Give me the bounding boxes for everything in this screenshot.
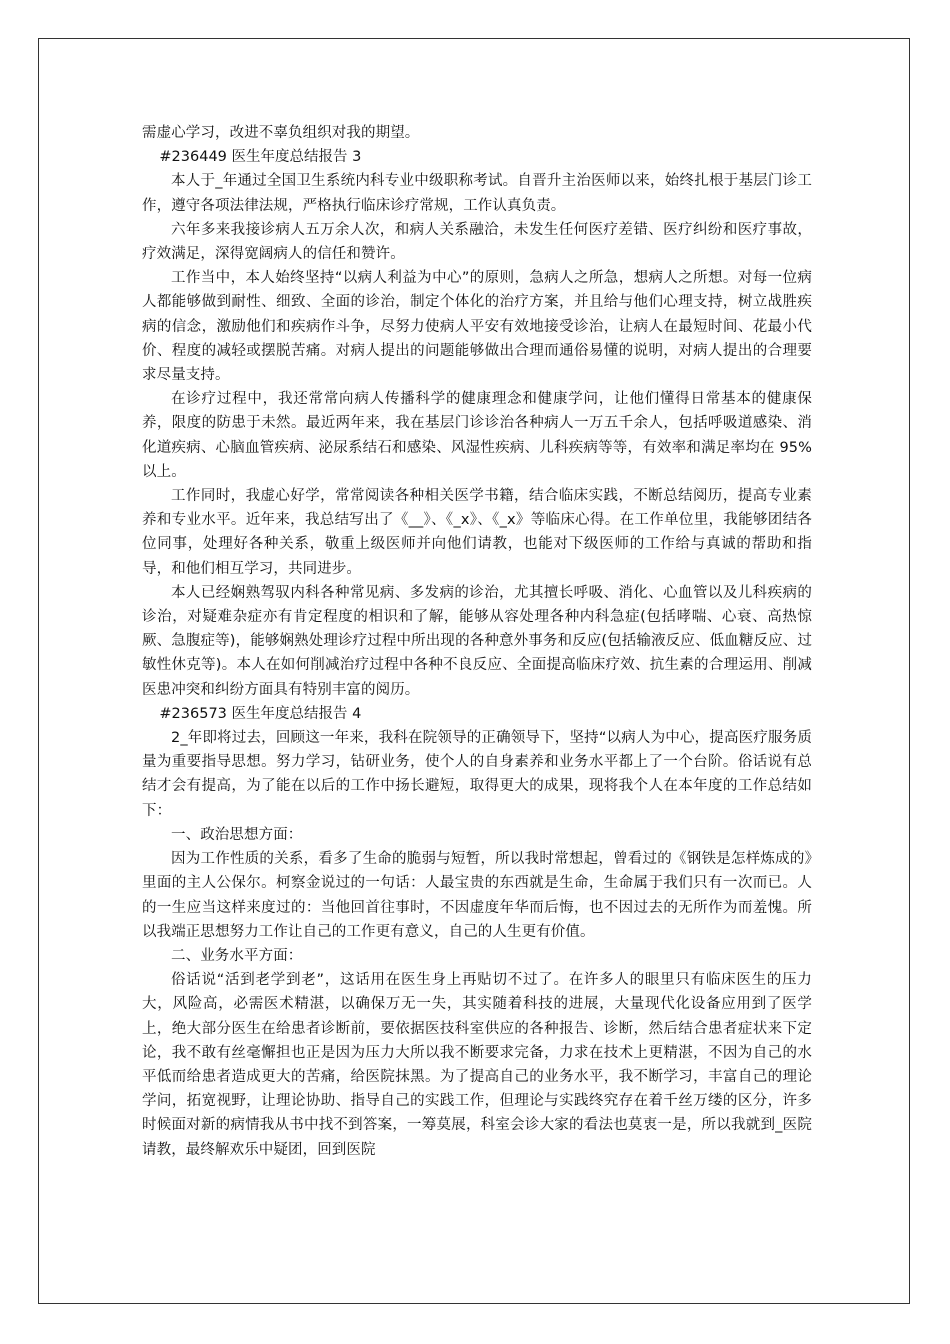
section-heading: 二、业务水平方面：	[171, 947, 303, 964]
report-heading: #236573 医生年度总结报告 4	[159, 705, 362, 722]
paragraph: 六年多来我接诊病人五万余人次，和病人关系融洽，未发生任何医疗差错、医疗纠纷和医疗事故，疗效满足，深得宽阔病人的信任和赞许。	[142, 221, 812, 263]
paragraph: 本人已经娴熟驾驭内科各种常见病、多发病的诊治，尤其擅长呼吸、消化、心血管以及儿科疾病的诊治，对疑难杂症亦有肯定程度的相识和了解，能够从容处理各种内科急症(包括哮喘、心衰、高热惊厥、急腹症等)，能够娴熟处理诊疗过程中所出现的各种意外事务和反应(包括输液反应、低血糖反应、过敏性休克等)。本人在如何削减治疗过程中各种不良反应、全面提高临床疗效、抗生素的合理运用、削减医患冲突和纠纷方面具有特别丰富的阅历。	[142, 584, 812, 698]
paragraph: 俗话说“活到老学到老”，这话用在医生身上再贴切不过了。在许多人的眼里只有临床医生的压力大，风险高，必需医术精湛，以确保万无一失，其实随着科技的进展，大量现代化设备应用到了医学上，绝大部分医生在给患者诊断前，要依据医技科室供应的各种报告、诊断，然后结合患者症状来下定论，我不敢有丝毫懈担也正是因为压力大所以我不断要求完备，力求在技术上更精湛，不因为自己的水平低而给患者造成更大的苦痛，给医院抹黑。为了提高自己的业务水平，我不断学习，丰富自己的理论学问，拓宽视野，让理论协助、指导自己的实践工作，但理论与实践终究存在着千丝万缕的区分，许多时候面对新的病情我从书中找不到答案，一筹莫展，科室会诊大家的看法也莫衷一是，所以我就到_医院请教，最终解欢乐中疑团，回到医院	[142, 972, 812, 1158]
paragraph: 因为工作性质的关系，看多了生命的脆弱与短暂，所以我时常想起，曾看过的《钢铁是怎样炼成的》里面的主人公保尔。柯察金说过的一句话：人最宝贵的东西就是生命，生命属于我们只有一次而已。人的一生应当这样来度过的：当他回首往事时，不因虚度年华而后悔，也不因过去的无所作为而羞愧。所以我端正思想努力工作让自己的工作更有意义，自己的人生更有价值。	[142, 851, 812, 940]
report-heading: #236449 医生年度总结报告 3	[159, 149, 362, 166]
paragraph: 工作当中，本人始终坚持“以病人利益为中心”的原则，急病人之所急，想病人之所想。对每一位病人都能够做到耐性、细致、全面的诊治，制定个体化的治疗方案，并且给与他们心理支持，树立战胜疾病的信念，激励他们和疾病作斗争，尽努力使病人平安有效地接受诊治，让病人在最短时间、花最小代价、程度的减轻或摆脱苦痛。对病人提出的问题能够做出合理而通俗易懂的说明，对病人提出的合理要求尽量支持。	[142, 270, 812, 384]
paragraph: 工作同时，我虚心好学，常常阅读各种相关医学书籍，结合临床实践，不断总结阅历，提高专业素养和专业水平。近年来，我总结写出了《__》、《_x》、《_x》等临床心得。在工作单位里，我能够团结各位同事，处理好各种关系，敬重上级医师并向他们请教，也能对下级医师的工作给与真诚的帮助和指导，和他们相互学习，共同进步。	[142, 488, 812, 577]
paragraph: 本人于_年通过全国卫生系统内科专业中级职称考试。自晋升主治医师以来，始终扎根于基层门诊工作，遵守各项法律法规，严格执行临床诊疗常规，工作认真负责。	[142, 173, 812, 214]
paragraph: 需虚心学习，改进不辜负组织对我的期望。	[142, 125, 420, 141]
paragraph: 2_年即将过去，回顾这一年来，我科在院领导的正确领导下，坚持“以病人为中心，提高医疗服务质量为重要指导思想。努力学习，钻研业务，使个人的自身素养和业务水平都上了一个台阶。俗话说有总结才会有提高，为了能在以后的工作中扬长避短，取得更大的成果，现将我个人在本年度的工作总结如下：	[142, 730, 812, 819]
document-body	[142, 121, 812, 1162]
paragraph: 在诊疗过程中，我还常常向病人传播科学的健康理念和健康学问，让他们懂得日常基本的健康保养，限度的防患于未然。最近两年来，我在基层门诊诊治各种病人一万五千余人，包括呼吸道感染、消化道疾病、心脑血管疾病、泌尿系结石和感染、风湿性疾病、儿科疾病等等，有效率和满足率均在 95%以上。	[142, 391, 812, 480]
section-heading: 一、政治思想方面：	[171, 826, 303, 843]
